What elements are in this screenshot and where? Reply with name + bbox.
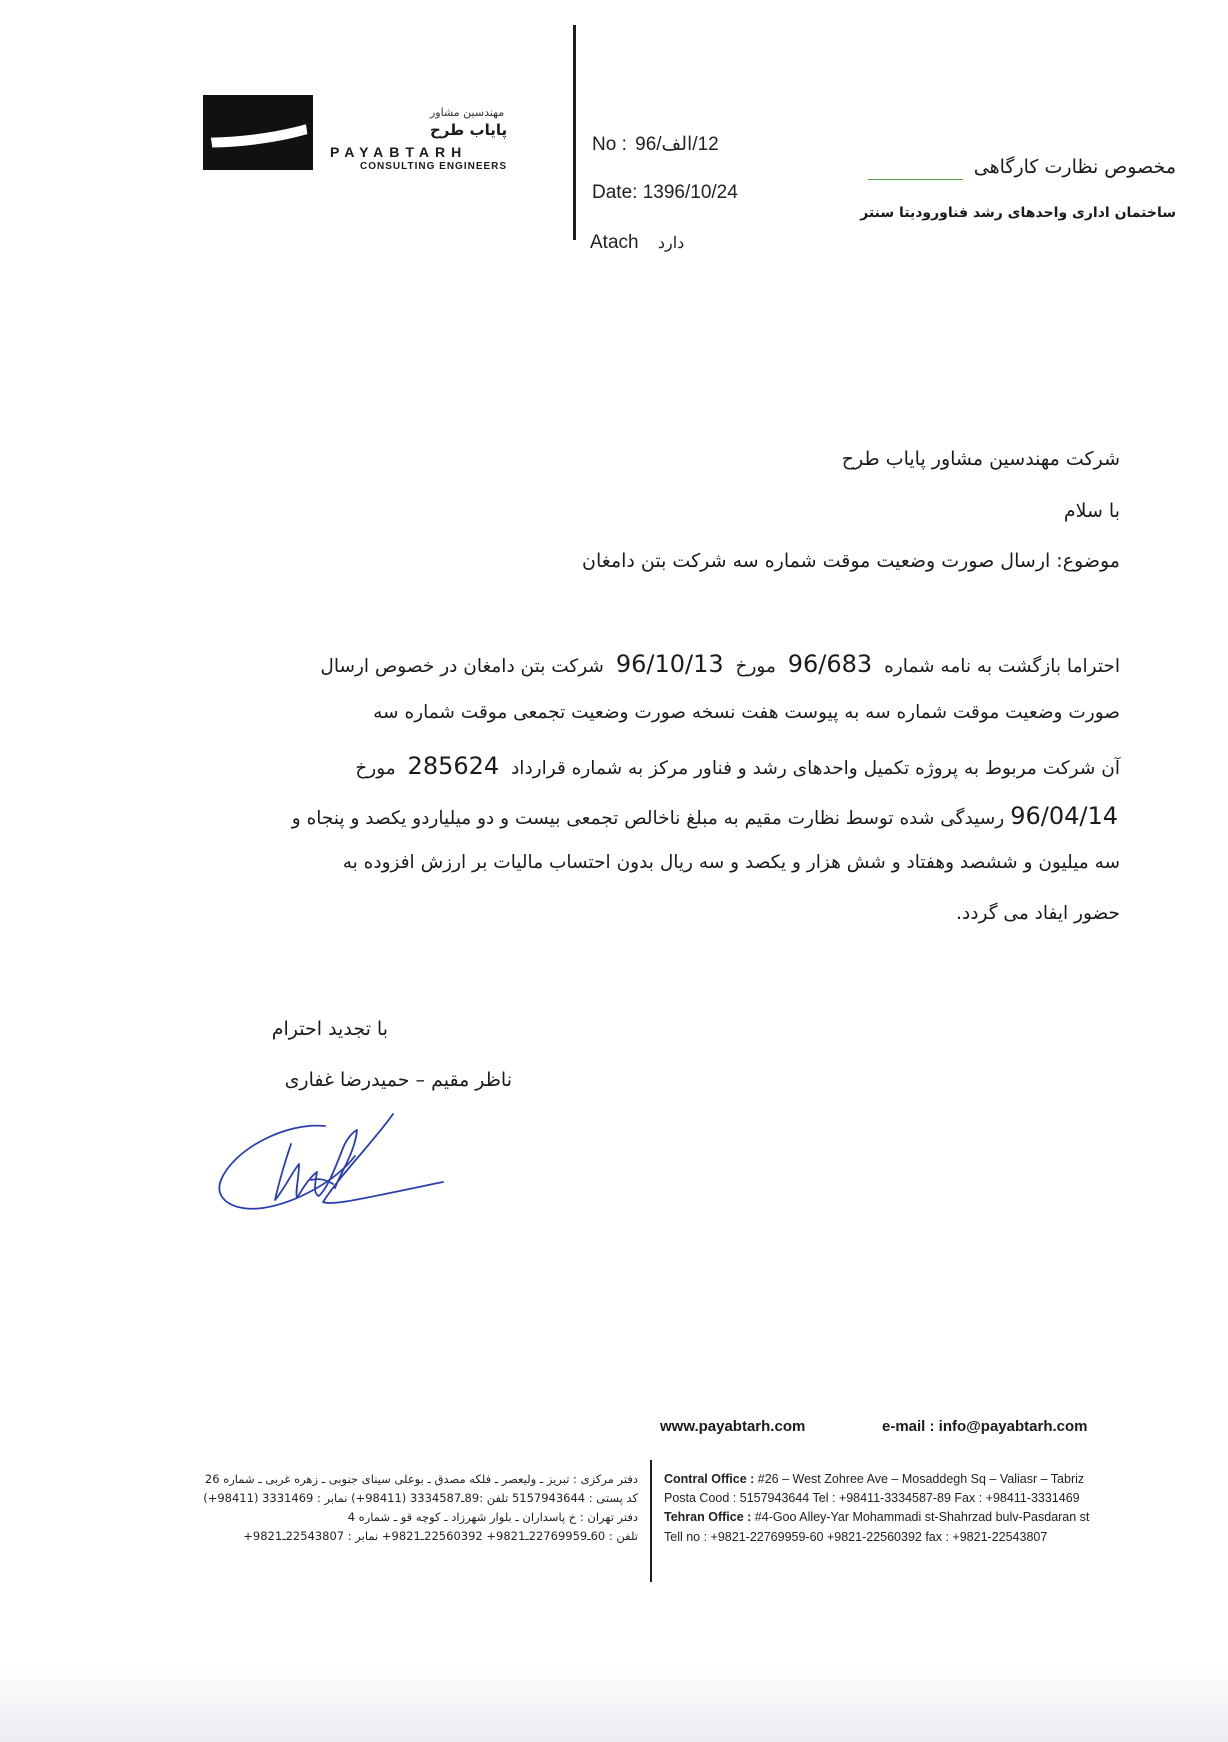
letter-number-label: No : (592, 134, 627, 155)
footer-en-tehran-label: Tehran Office : (664, 1510, 752, 1524)
body-line-1 (320, 650, 1120, 678)
reference-letter-number: 96/683 (787, 650, 873, 678)
letter-attachment (590, 232, 684, 254)
body-line-4-text: رسیدگی شده توسط نظارت مقیم به مبلغ ناخالص تجمعی بیست و دو میلیاردو یکصد و پنجاه و (291, 808, 1005, 829)
logo-en-subtitle: CONSULTING ENGINEERS (360, 161, 508, 172)
footer-en-central-label: Contral Office : (664, 1472, 755, 1486)
scan-shadow (0, 1668, 1228, 1742)
letter-date (592, 182, 738, 204)
footer-en-tehran-contact: Tell no : +9821-22769959-60 +9821-22560392 fax : +9821-22543807 (664, 1530, 1048, 1544)
footer-fa-tehran-contact: تلفن : 60ـ22769959ـ9821+ 22560392ـ9821+ نمابر : 22543807ـ9821+ (243, 1529, 638, 1543)
recipient: شرکت مهندسین مشاور پایاب طرح (841, 448, 1120, 470)
body-line-1-text-a: احتراما بازگشت به نامه شماره (884, 656, 1120, 677)
contract-number: 285624 (407, 752, 500, 780)
closing-salutation: با تجدید احترام (271, 1018, 388, 1040)
body-line-6: حضور ایفاد می گردد. (956, 903, 1120, 924)
footer-fa-tehran-office: دفتر تهران : خ پاسداران ـ بلوار شهرزاد ـ کوچه قو ـ شماره 4 (347, 1510, 638, 1524)
project-address: ساختمان اداری واحدهای رشد فناوروديتا سنتر (860, 205, 1176, 221)
body-line-2: صورت وضعیت موقت شماره سه به پیوست هفت نسخه صورت وضعیت تجمعی موقت شماره سه (373, 702, 1120, 723)
footer-en-central-office (664, 1472, 1084, 1486)
body-line-3 (355, 752, 1120, 780)
footer-en-tehran-value: #4-Goo Alley-Yar Mohammadi st-Shahrzad bulv-Pasdaran st (754, 1510, 1090, 1524)
signer-name: ناظر مقیم – حمیدرضا غفاری (284, 1069, 512, 1091)
body-line-4 (292, 802, 1120, 830)
body-line-1-text-c: شرکت بتن دامغان در خصوص ارسال (320, 656, 604, 677)
footer-fa-central-office: دفتر مرکزی : تبریز ـ ولیعصر ـ فلکه مصدق ـ بوعلی سینای جنوبی ـ زهره غربی ـ شماره 26 (204, 1472, 638, 1486)
footer-en-tehran-office (664, 1510, 1089, 1524)
logo-fa-subtitle: مهندسین مشاور (430, 106, 505, 119)
greeting: با سلام (1063, 500, 1120, 522)
special-title-underline (868, 179, 963, 180)
logo-fa-name: پایاب طرح (430, 121, 508, 139)
footer-en-central-contact: Posta Cood : 5157943644 Tel : +98411-3334587-89 Fax : +98411-3331469 (664, 1491, 1080, 1505)
body-line-1-text-b: مورخ (735, 656, 776, 677)
footer-email-link[interactable]: e-mail : info@payabtarh.com (882, 1418, 1088, 1435)
handwritten-signature (215, 1108, 450, 1223)
special-supervision-title: مخصوص نظارت کارگاهی (973, 156, 1176, 178)
letter-number-value: 12/الف/96 (635, 134, 719, 155)
logo-en-name: PAYABTARH (330, 144, 468, 160)
footer-en-central-value: #26 – West Zohree Ave – Mosaddegh Sq – Valiasr – Tabriz (757, 1472, 1085, 1486)
body-line-3-text-a: آن شرکت مربوط به پروژه تکمیل واحدهای رشد و فناور مرکز به شماره قرارداد (511, 758, 1120, 779)
body-line-5: سه میلیون و ششصد وهفتاد و شش هزار و یکصد و سه ریال بدون احتساب مالیات بر ارزش افزوده به (342, 852, 1120, 873)
footer-fa-central-contact: کد پستی : 5157943644 تلفن :89ـ3334587 (98411+) نمابر : 3331469 (98411+) (203, 1491, 638, 1505)
letter-attachment-label: Atach (590, 232, 639, 253)
footer-divider (650, 1460, 652, 1582)
letter-date-value: 1396/10/24 (642, 182, 738, 203)
letter-date-label: Date: (592, 182, 638, 203)
header-divider (573, 25, 576, 240)
body-line-3-text-b: مورخ (355, 758, 396, 779)
contract-date: 96/04/14 (1010, 802, 1118, 830)
letter-attachment-value: دارد (657, 235, 685, 252)
subject: موضوع: ارسال صورت وضعیت موقت شماره سه شرکت بتن دامغان (582, 550, 1120, 572)
letter-number (592, 133, 719, 156)
footer-website-link[interactable]: www.payabtarh.com (660, 1418, 806, 1435)
payabtarh-logo-icon (203, 95, 313, 170)
reference-letter-date: 96/10/13 (615, 650, 724, 678)
